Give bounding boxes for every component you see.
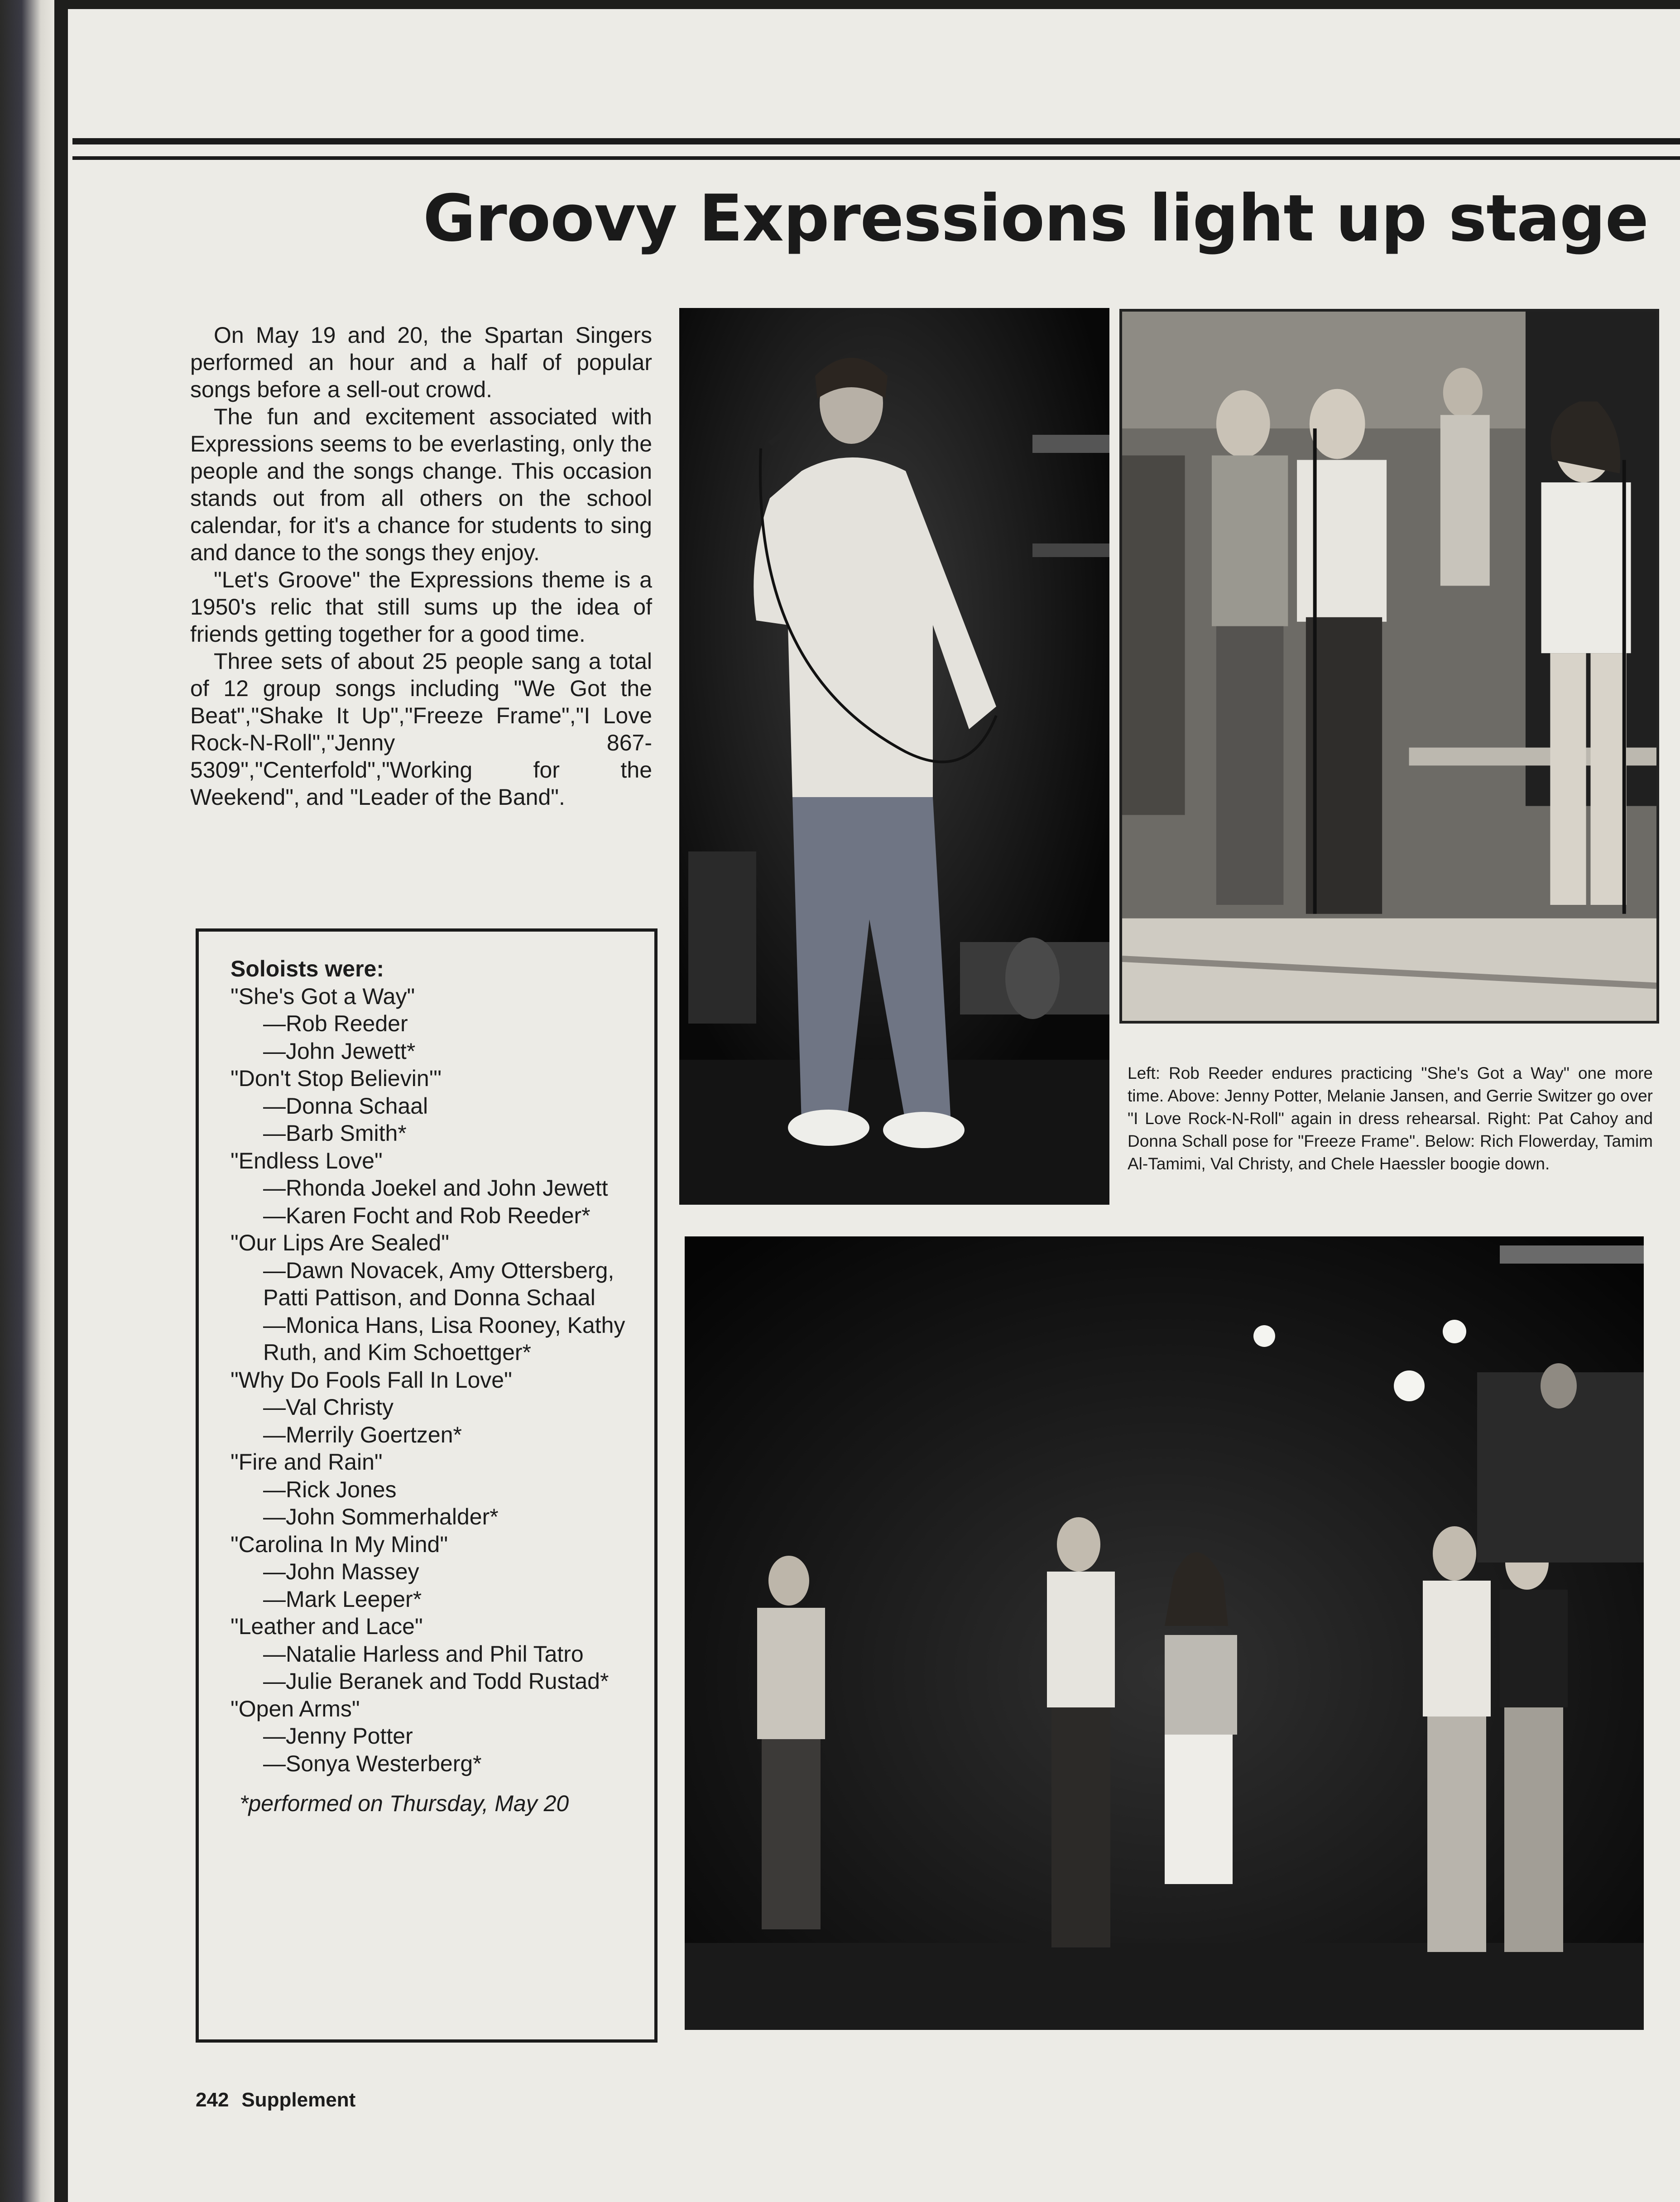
soloist-performer: —Julie Beranek and Todd Rustad* <box>263 1668 609 1694</box>
soloist-performer: —Jenny Potter <box>263 1723 413 1749</box>
soloist-song-title: "Carolina In My Mind" <box>230 1531 448 1557</box>
soloists-box <box>196 928 658 2043</box>
soloist-song-title: "She's Got a Way" <box>230 983 415 1009</box>
soloist-performer: —Dawn Novacek, Amy Ottersberg, Patti Pattison, and Donna Schaal <box>263 1257 614 1310</box>
soloist-song-title: "Leather and Lace" <box>230 1614 423 1639</box>
photo-singer-with-microphone <box>679 308 1109 1205</box>
soloist-performer: —Donna Schaal <box>263 1093 428 1119</box>
soloist-performer: —Barb Smith* <box>263 1120 407 1146</box>
page-folio <box>196 2089 368 2111</box>
header-rule-thick <box>72 138 1680 144</box>
soloist-performer: —Rick Jones <box>263 1476 397 1502</box>
page-number: 242 <box>196 2089 229 2111</box>
soloist-performer: —Monica Hans, Lisa Rooney, Kathy Ruth, and Kim Schoettger* <box>263 1312 625 1365</box>
soloists-list <box>230 983 636 1778</box>
article-paragraph-4: Three sets of about 25 people sang a total of 12 group songs including "We Got the Beat","Shake It Up","Freeze Frame","I Love Rock-N-Roll","Jenny 867-5309","Centerfold","Working for the Weekend", and "Leader of the Band". <box>190 649 652 810</box>
section-name: Supplement <box>241 2089 356 2111</box>
soloists-footnote: *performed on Thursday, May 20 <box>240 1791 569 1816</box>
soloist-performer: —John Sommerhalder* <box>263 1504 499 1529</box>
page-title: Groovy Expressions light up stage <box>423 181 1648 256</box>
soloist-performer: —John Jewett* <box>263 1038 416 1064</box>
soloist-performer: —Val Christy <box>263 1394 394 1420</box>
photo-caption: Left: Rob Reeder endures practicing "She's Got a Way" one more time. Above: Jenny Potter, Melanie Jansen, and Gerrie Switzer go over "I Love Rock-N-Roll" again in dress rehearsal. Right: Pat Cahoy and Donna Schall pose for "Freeze Frame". Below: Rich Flowerday, Tamim Al-Tamimi, Val Christy, and Chele Haessler boogie down. <box>1128 1064 1653 1173</box>
book-spine-edge <box>0 0 54 2202</box>
header-rule-thin <box>72 156 1680 160</box>
soloist-song-title: "Why Do Fools Fall In Love" <box>230 1367 512 1393</box>
soloist-performer: —Mark Leeper* <box>263 1586 422 1612</box>
soloist-song-title: "Fire and Rain" <box>230 1449 383 1475</box>
soloist-performer: —John Massey <box>263 1559 419 1584</box>
soloist-performer: —Sonya Westerberg* <box>263 1750 482 1776</box>
article-paragraph-1: On May 19 and 20, the Spartan Singers performed an hour and a half of popular songs before a sell-out crowd. <box>190 322 652 402</box>
soloist-performer: —Karen Focht and Rob Reeder* <box>263 1202 590 1228</box>
soloist-performer: —Merrily Goertzen* <box>263 1422 462 1447</box>
soloist-performer: —Rob Reeder <box>263 1011 408 1036</box>
photo-trio-rehearsal <box>1119 309 1659 1024</box>
soloists-heading: Soloists were: <box>230 956 384 981</box>
soloist-performer: —Natalie Harless and Phil Tatro <box>263 1641 584 1667</box>
soloist-performer: —Rhonda Joekel and John Jewett <box>263 1175 608 1201</box>
soloist-song-title: "Don't Stop Believin'" <box>230 1066 442 1091</box>
article-paragraph-3: "Let's Groove" the Expressions theme is a 1950's relic that still sums up the idea of friends getting together for a good time. <box>190 567 652 647</box>
photo-dancers-on-stage <box>685 1236 1644 2030</box>
soloist-song-title: "Our Lips Are Sealed" <box>230 1230 449 1255</box>
soloist-song-title: "Open Arms" <box>230 1696 360 1721</box>
article-paragraph-2: The fun and excitement associated with Expressions seems to be everlasting, only the people and the songs change. This occasion stands out from all others on the school calendar, for it's a chance for students to sing and dance to the songs they enjoy. <box>190 404 652 565</box>
soloist-song-title: "Endless Love" <box>230 1148 383 1173</box>
article-body <box>190 322 652 811</box>
